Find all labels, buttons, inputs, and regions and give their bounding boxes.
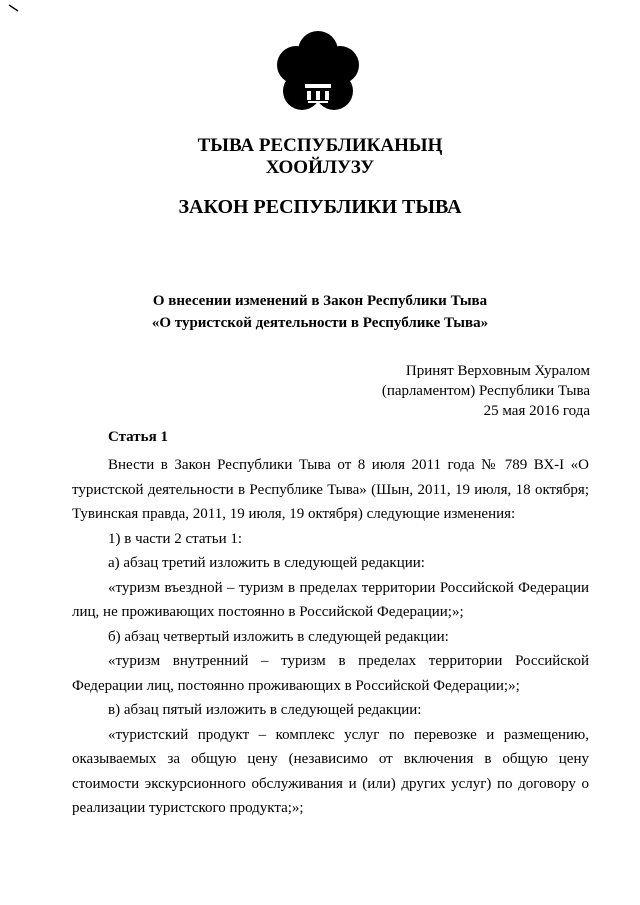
adoption-date: 25 мая 2016 года xyxy=(483,403,590,419)
article-paragraph: б) абзац четвертый изложить в следующей редакции: xyxy=(108,628,449,645)
adoption-note xyxy=(382,361,590,421)
header-tyva-line2: ХООЙЛУЗУ xyxy=(265,157,375,178)
article-paragraph: 1) в части 2 статьи 1: xyxy=(108,530,243,547)
article-paragraph: Внести в Закон Республики Тыва от 8 июля 2011 года № 789 ВХ-I «О туристской деятельности в Республике Тыва» (Шын, 2011, 19 июля, 18 октября; Тувинская правда, 2011, 19 июля, 19 октября) следующие изменения: xyxy=(72,457,589,522)
scan-mark xyxy=(8,4,20,12)
article-paragraph: а) абзац третий изложить в следующей редакции: xyxy=(108,555,425,571)
article-body xyxy=(72,453,589,821)
article-title: Статья 1 xyxy=(108,429,168,445)
header-tyva-line1: ТЫВА РЕСПУБЛИКАНЫҢ xyxy=(197,135,443,156)
adoption-line1: Принят Верховным Хуралом xyxy=(405,363,590,379)
header-tyva-title xyxy=(0,135,640,179)
law-title: ЗАКОН РЕСПУБЛИКИ ТЫВА xyxy=(178,196,462,218)
law-subject-line2: «О туристской деятельности в Республике Тыва» xyxy=(151,315,489,331)
law-subject-line1: О внесении изменений в Закон Республики Тыва xyxy=(152,293,488,309)
article-paragraph: «туризм внутренний – туризм в пределах территории Российской Федерации лиц, постоянно проживающих в Российской Федерации;»; xyxy=(72,653,589,694)
emblem-icon xyxy=(274,29,362,119)
adoption-line2: (парламентом) Республики Тыва xyxy=(381,383,590,399)
article-paragraph: в) абзац пятый изложить в следующей редакции: xyxy=(108,702,422,718)
article-paragraph: «туристский продукт – комплекс услуг по перевозке и размещению, оказываемых за общую цену (независимо от включения в общую цену стоимости экскурсионного обслуживания и (или) других услуг) по договору о реализации туристского продукта;»; xyxy=(72,726,589,816)
law-subject xyxy=(0,290,640,334)
article-paragraph: «туризм въездной – туризм в пределах территории Российской Федерации лиц, не проживающих постоянно в Российской Федерации;»; xyxy=(72,579,589,620)
